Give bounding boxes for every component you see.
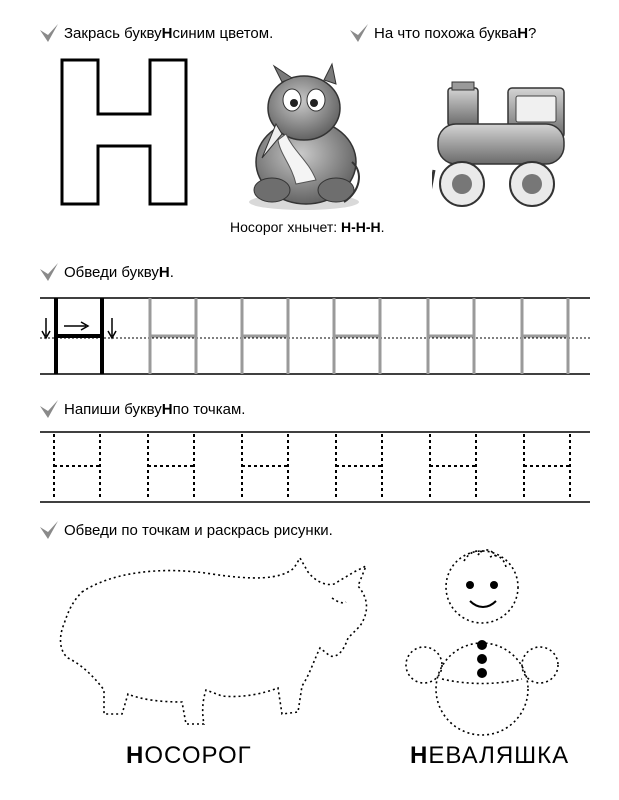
checkmark-icon: [38, 398, 60, 420]
task-text-end: по точкам.: [172, 400, 246, 418]
task-looks-like: [348, 22, 536, 44]
checkmark-icon: [38, 261, 60, 283]
task-text-end: .: [169, 263, 174, 281]
task-trace-pictures: [38, 519, 333, 541]
arrow-down-icon: [108, 318, 116, 338]
rhino-caption: [230, 219, 385, 235]
word-rest: ЕВАЛЯШКА: [428, 742, 570, 769]
gray-letters: [150, 298, 568, 374]
doll-eye: [490, 581, 498, 589]
task-letter: Н: [161, 24, 173, 42]
word-rhino: [126, 742, 252, 770]
doll-button: [477, 640, 487, 650]
dotted-rhino-outline[interactable]: [52, 552, 374, 740]
dotted-doll-outline[interactable]: [398, 545, 566, 740]
arrow-right-icon: [64, 322, 88, 330]
arrow-down-icon: [42, 318, 50, 338]
doll-button: [477, 654, 487, 664]
cartoon-rhino-illustration: [232, 62, 370, 212]
caption-sound: Н-Н-Н: [341, 219, 381, 235]
doll-eye: [466, 581, 474, 589]
task-text-end: синим цветом.: [172, 24, 274, 42]
doll-smile: [470, 601, 496, 607]
task-text: Закрась букву: [64, 24, 162, 42]
checkmark-icon: [38, 519, 60, 541]
word-first-letter: Н: [126, 742, 145, 769]
task-write-dots: [38, 398, 245, 420]
dotted-letter-row[interactable]: [40, 428, 590, 506]
task-letter: Н: [161, 400, 173, 418]
word-first-letter: Н: [410, 742, 429, 769]
task-color-letter: [38, 22, 273, 44]
outline-letter-h[interactable]: [60, 58, 188, 206]
checkmark-icon: [38, 22, 60, 44]
task-text: На что похожа буква: [374, 24, 518, 42]
task-text: Напиши букву: [64, 400, 162, 418]
sample-letter-h: [42, 298, 116, 374]
caption-end: .: [380, 219, 385, 235]
task-text: Обведи по точкам и раскрась рисунки.: [64, 521, 333, 539]
checkmark-icon: [348, 22, 370, 44]
doll-button: [477, 668, 487, 678]
task-letter: Н: [158, 263, 170, 281]
toy-train-illustration: [432, 80, 572, 210]
caption-text: Носорог хнычет:: [230, 219, 342, 235]
word-rest: ОСОРОГ: [144, 742, 252, 769]
trace-letter-row[interactable]: [40, 292, 590, 378]
task-letter: Н: [517, 24, 529, 42]
task-trace-letter: [38, 261, 174, 283]
task-text: Обведи букву: [64, 263, 159, 281]
word-doll: [410, 742, 569, 770]
task-text-end: ?: [528, 24, 537, 42]
